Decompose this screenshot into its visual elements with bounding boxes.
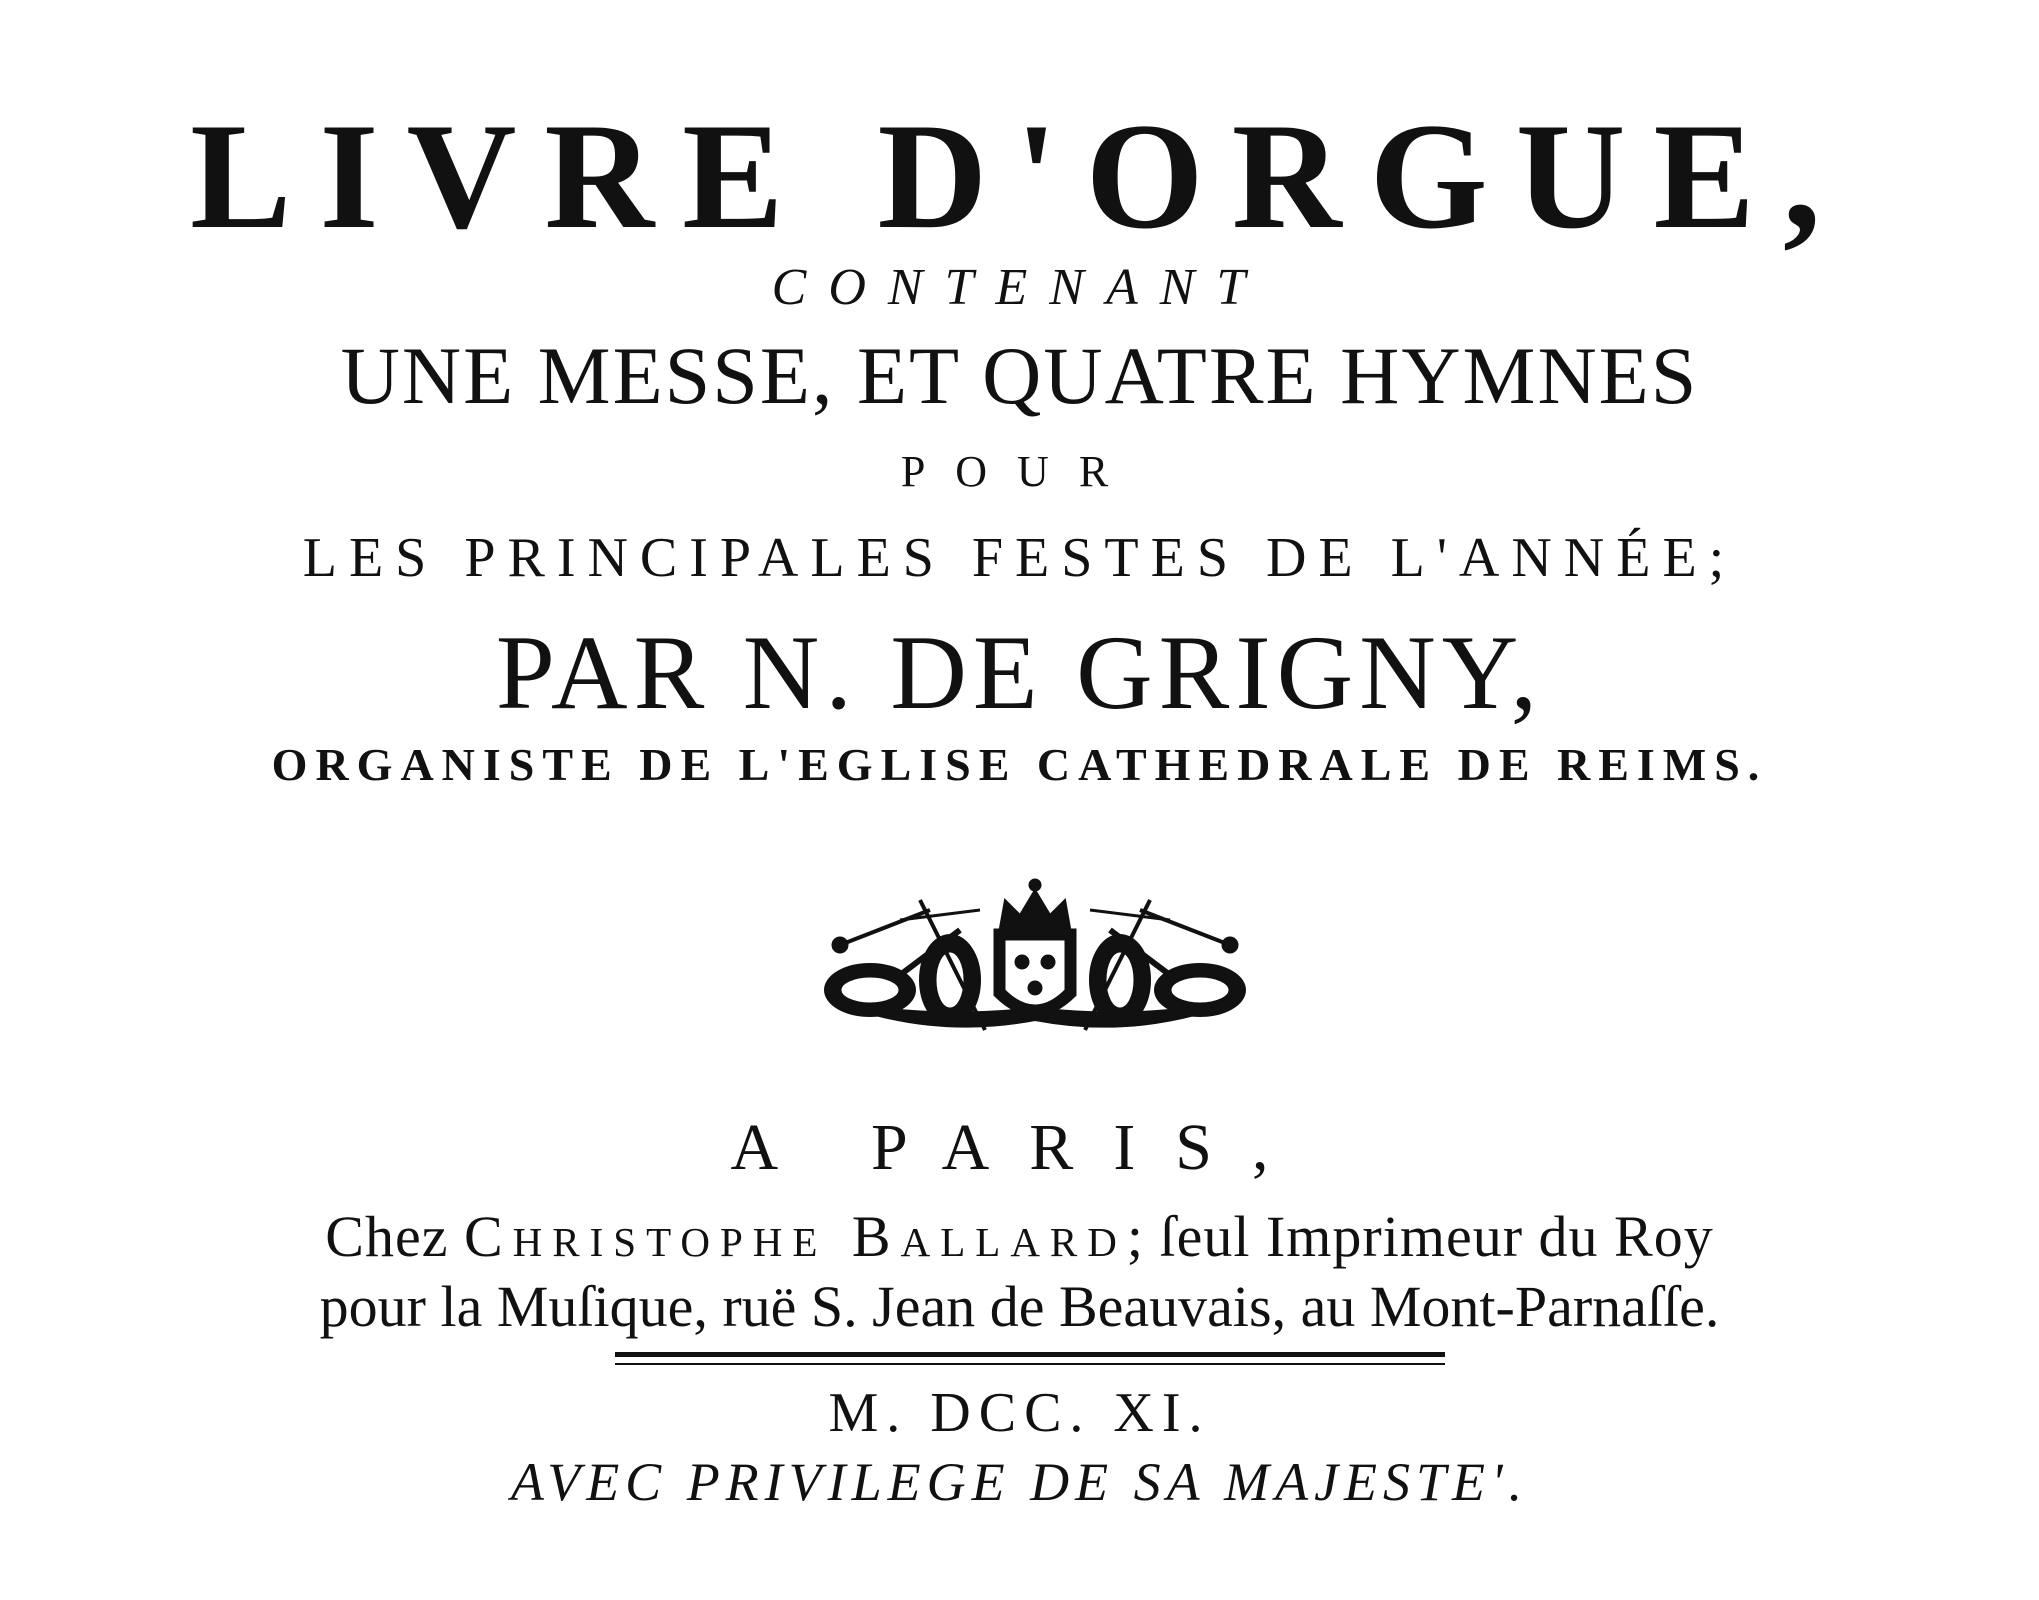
publication-year: M. DCC. XI. <box>828 1382 1211 1444</box>
publisher-line-2: pour la Muſique, ruë S. Jean de Beauvais, au Mont-Parnaſſe. <box>319 1274 1720 1339</box>
author-line: PAR N. DE GRIGNY, <box>495 614 1544 731</box>
publisher-prefix: Chez <box>325 1204 464 1269</box>
pour-line: POUR <box>900 447 1139 496</box>
printer-name: Christophe Ballard <box>463 1204 1127 1269</box>
contenant-line: CONTENANT <box>771 259 1268 316</box>
double-rule-divider <box>615 1352 1445 1370</box>
thin-rule <box>615 1363 1445 1365</box>
organiste-line: ORGANISTE DE L'EGLISE CATHEDRALE DE REIMS. <box>271 739 1768 790</box>
publisher-line-1 <box>0 1204 2039 1269</box>
thick-rule <box>615 1352 1445 1357</box>
place-of-publication: A PARIS, <box>730 1111 1309 1184</box>
privilege-line: AVEC PRIVILEGE DE SA MAJESTE'. <box>510 1452 1529 1512</box>
royal-arms-musical-instruments-ornament-icon <box>810 870 1260 1050</box>
book-subtitle: UNE MESSE, ET QUATRE HYMNES <box>340 330 1699 421</box>
publisher-suffix: ; ſeul Imprimeur du Roy <box>1126 1204 1714 1269</box>
festes-line: LES PRINCIPALES FESTES DE L'ANNÉE; <box>302 527 1737 589</box>
book-title: LIVRE D'ORGUE, <box>190 92 1849 260</box>
